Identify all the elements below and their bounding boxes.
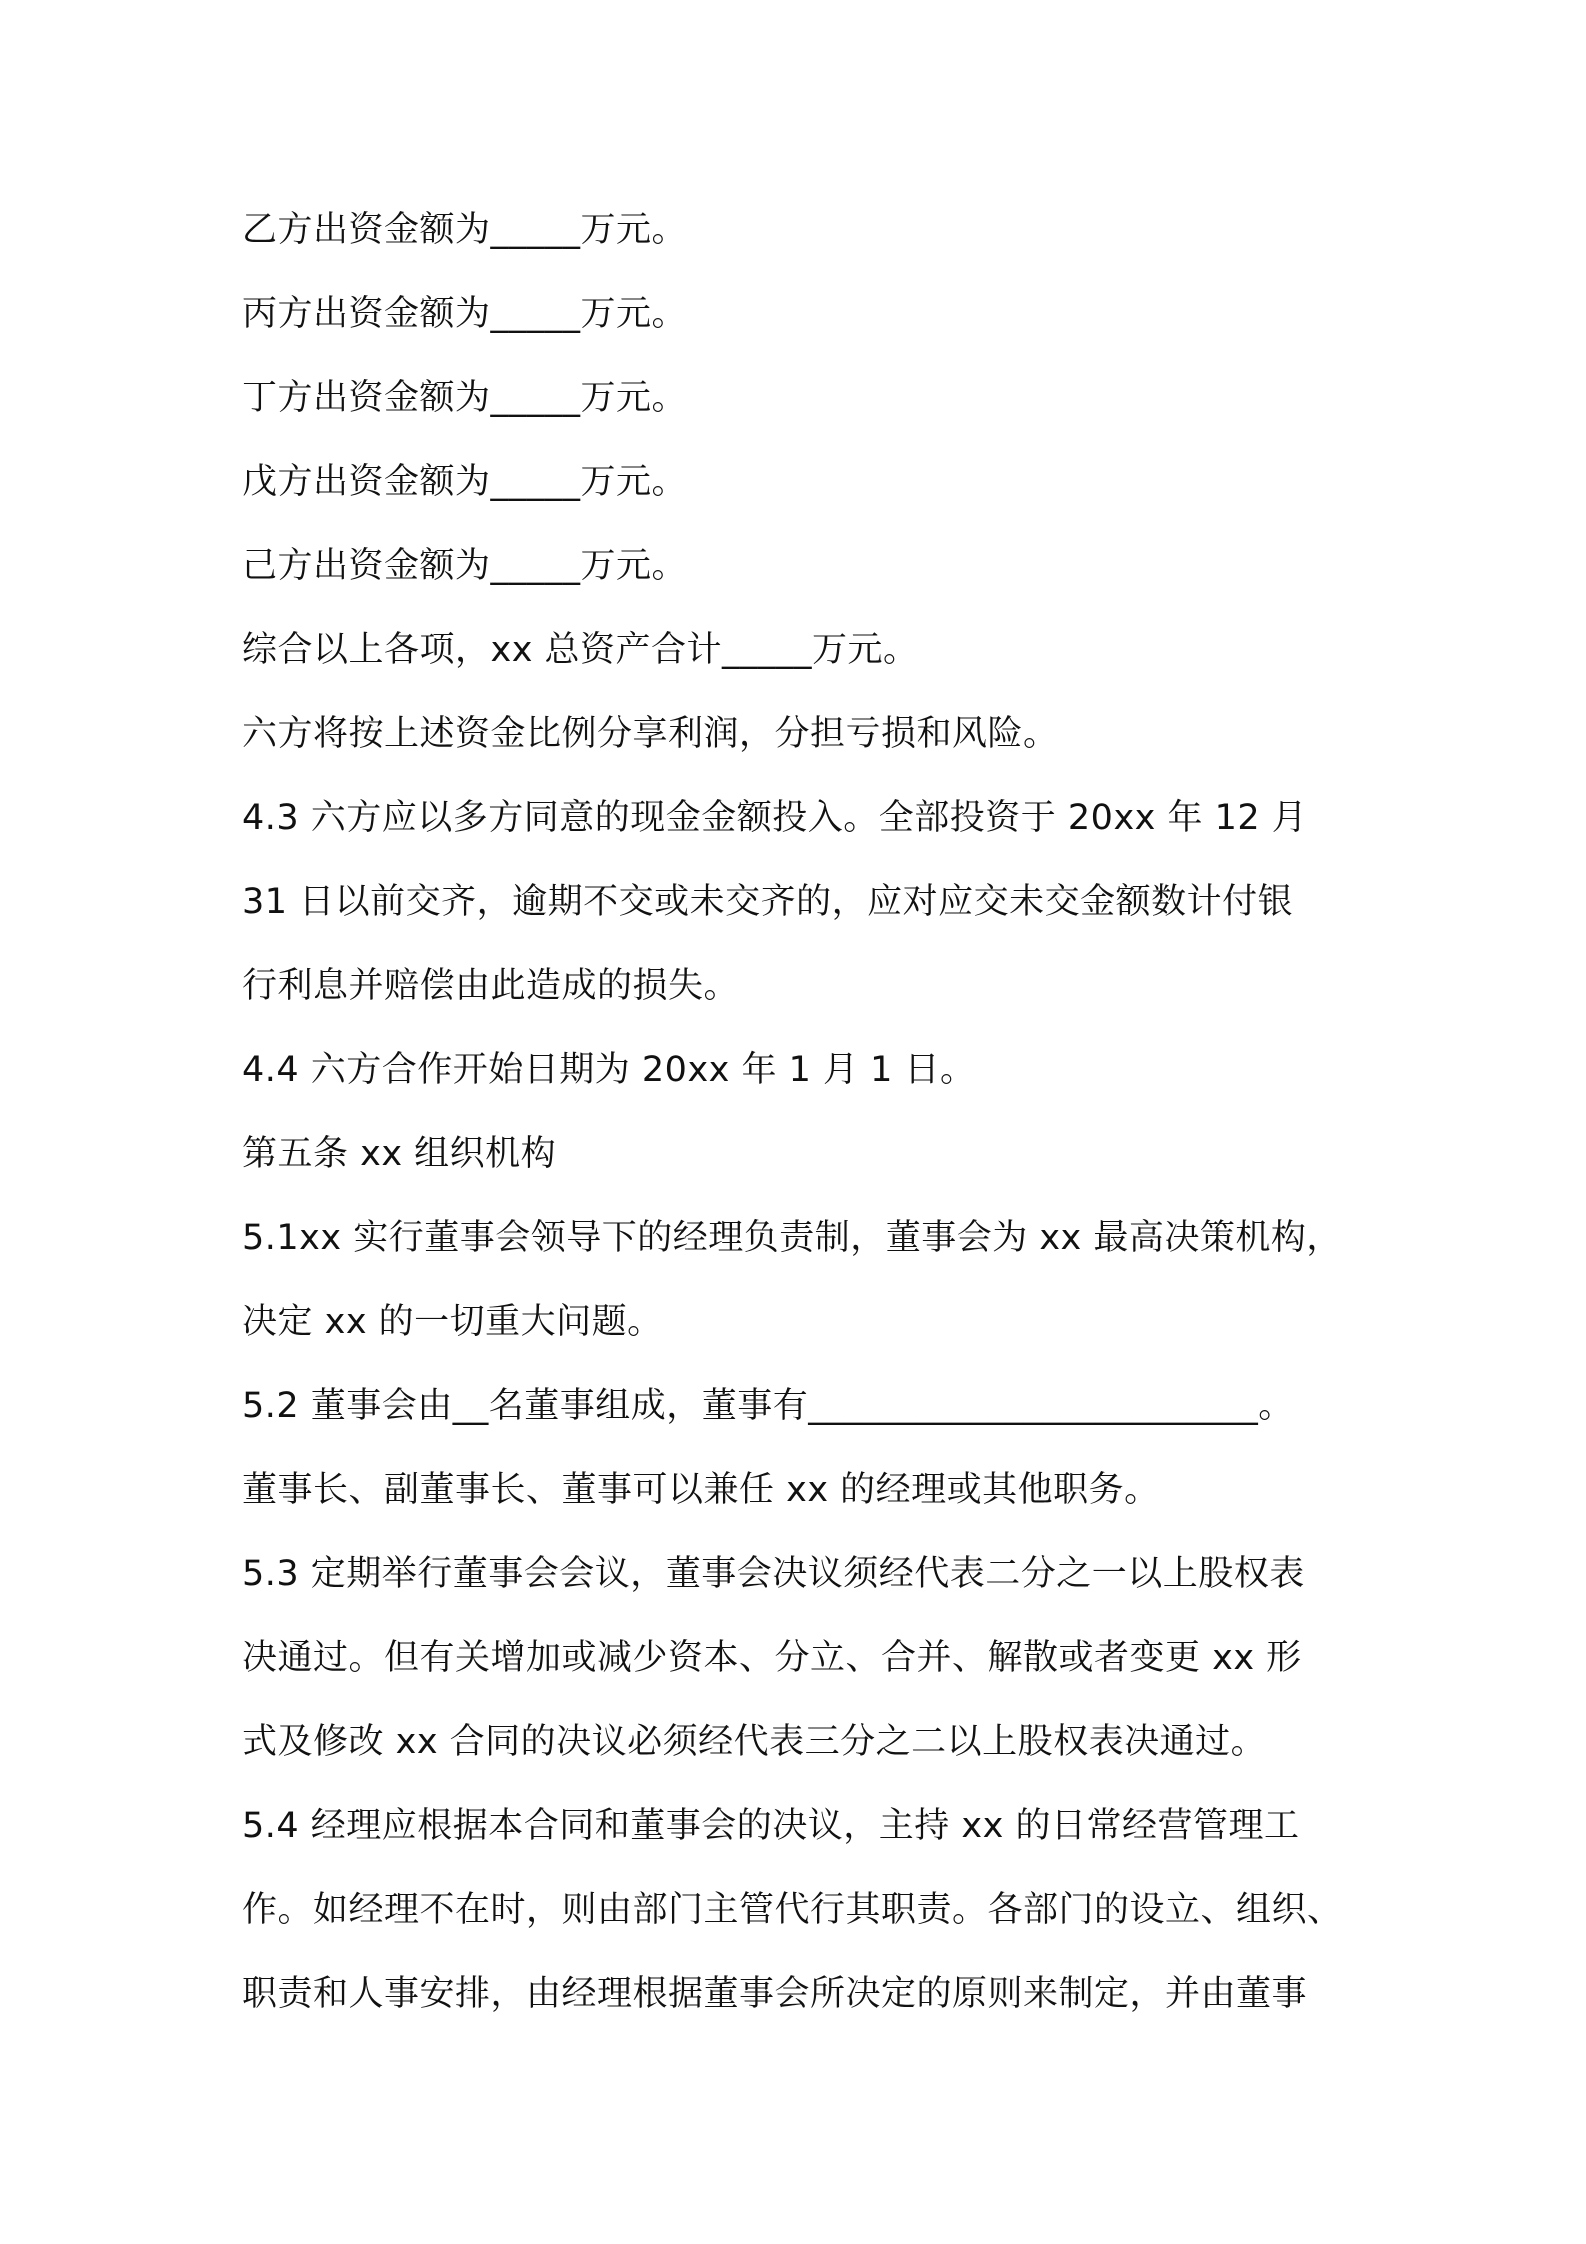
text-line: 职责和人事安排，由经理根据董事会所决定的原则来制定，并由董事 — [242, 1974, 1308, 2014]
text-line: 5.2 董事会由__名董事组成，董事有_________________________。 — [242, 1386, 1294, 1426]
text-line: 行利息并赔偿由此造成的损失。 — [242, 966, 740, 1006]
text-line: 六方将按上述资金比例分享利润，分担亏损和风险。 — [242, 714, 1059, 754]
text-line: 己方出资金额为_____万元。 — [242, 546, 688, 586]
text-line: 5.1xx 实行董事会领导下的经理负责制，董事会为 xx 最高决策机构， — [242, 1218, 1342, 1258]
text-line: 乙方出资金额为_____万元。 — [242, 210, 688, 250]
text-line: 式及修改 xx 合同的决议必须经代表三分之二以上股权表决通过。 — [242, 1722, 1267, 1762]
text-line: 戊方出资金额为_____万元。 — [242, 462, 688, 502]
text-line: 丙方出资金额为_____万元。 — [242, 294, 688, 334]
text-line: 5.4 经理应根据本合同和董事会的决议，主持 xx 的日常经营管理工 — [242, 1806, 1300, 1846]
text-line: 4.3 六方应以多方同意的现金金额投入。全部投资于 20xx 年 12 月 — [242, 798, 1308, 838]
section-heading: 第五条 xx 组织机构 — [242, 1134, 557, 1174]
text-line: 丁方出资金额为_____万元。 — [242, 378, 688, 418]
text-line: 决定 xx 的一切重大问题。 — [242, 1302, 663, 1342]
text-line: 作。如经理不在时，则由部门主管代行其职责。各部门的设立、组织、 — [242, 1890, 1343, 1930]
text-line: 4.4 六方合作开始日期为 20xx 年 1 月 1 日。 — [242, 1050, 976, 1090]
text-line: 决通过。但有关增加或减少资本、分立、合并、解散或者变更 xx 形 — [242, 1638, 1302, 1678]
text-line: 31 日以前交齐，逾期不交或未交齐的，应对应交未交金额数计付银 — [242, 882, 1294, 922]
text-line: 5.3 定期举行董事会会议，董事会决议须经代表二分之一以上股权表 — [242, 1554, 1305, 1594]
text-line: 董事长、副董事长、董事可以兼任 xx 的经理或其他职务。 — [242, 1470, 1160, 1510]
text-line: 综合以上各项，xx 总资产合计_____万元。 — [242, 630, 919, 670]
